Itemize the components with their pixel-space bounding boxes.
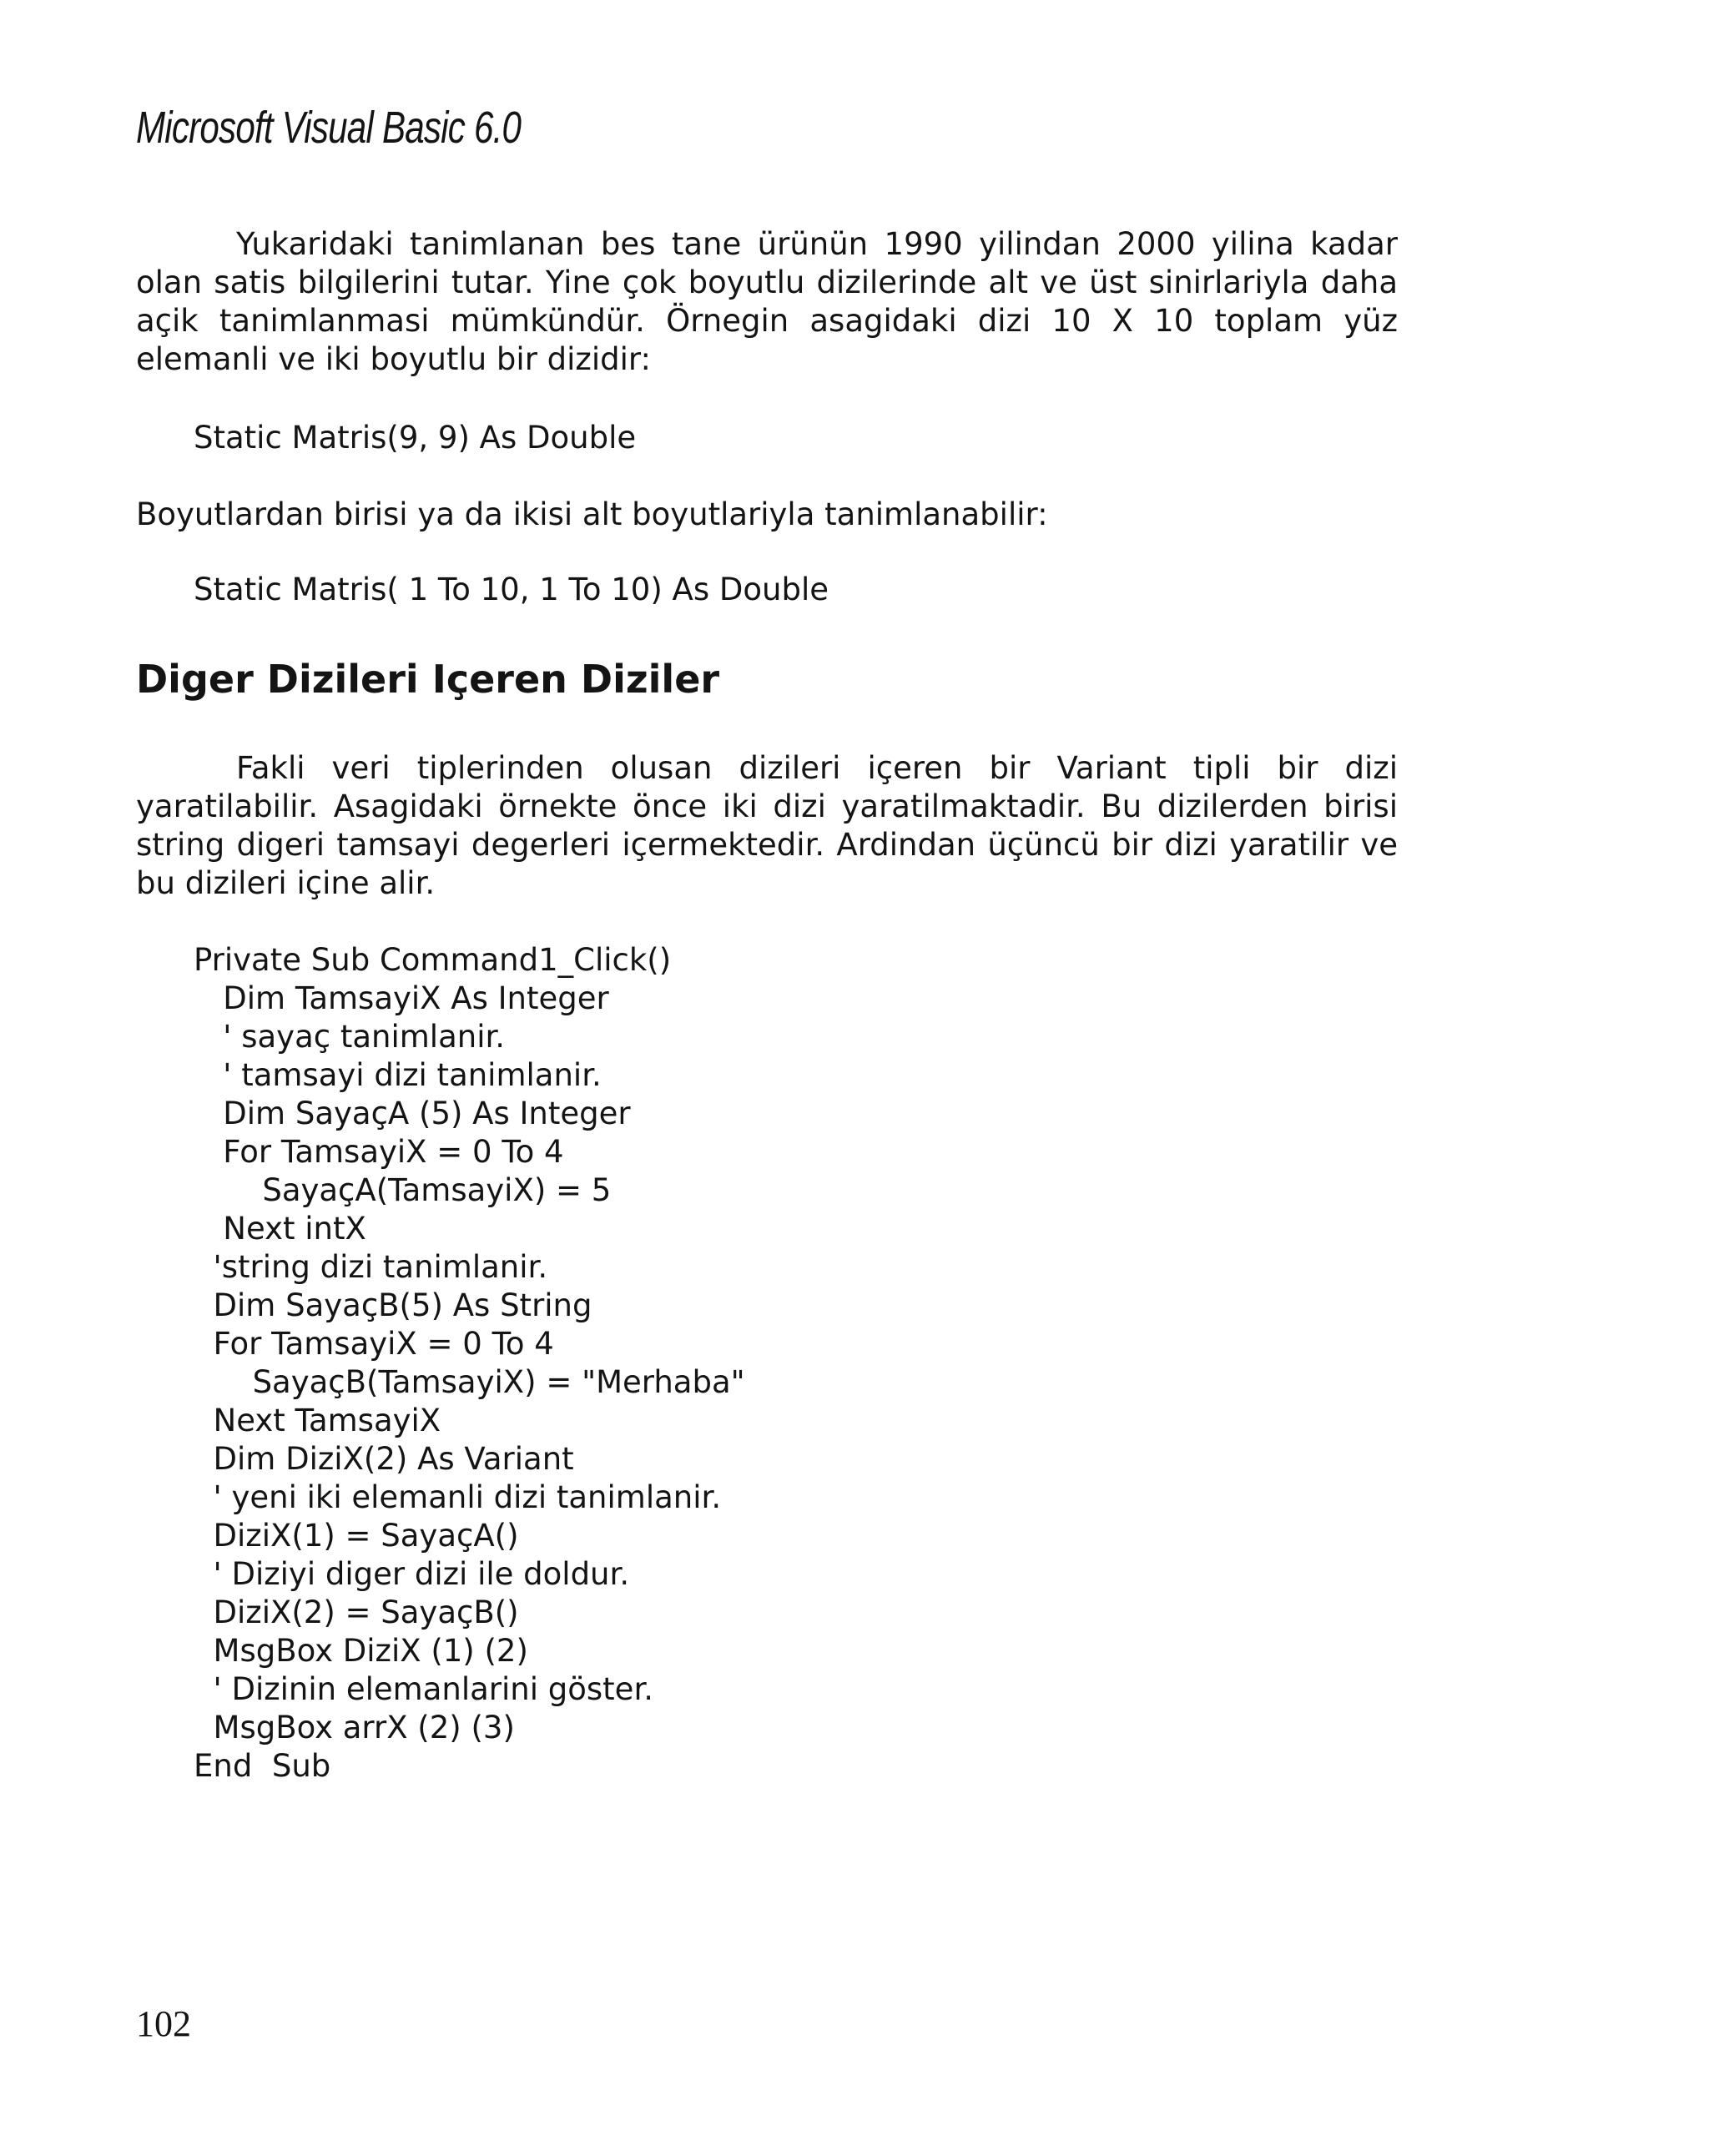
code-line: SayaçA(TamsayiX) = 5 (194, 1172, 612, 1208)
code-line: Dim DiziX(2) As Variant (194, 1441, 574, 1477)
code-line: End Sub (194, 1748, 331, 1784)
code-line: ' Dizinin elemanlarini göster. (194, 1671, 654, 1707)
code-line: ' tamsayi dizi tanimlanir. (194, 1057, 602, 1093)
page-number: 102 (136, 2003, 191, 2044)
code-block (194, 941, 745, 1786)
code-line: ' yeni iki elemanli dizi tanimlanir. (194, 1479, 722, 1515)
code-line: Dim SayaçA (5) As Integer (194, 1096, 631, 1131)
code-example-2: Static Matris( 1 To 10, 1 To 10) As Double (194, 572, 829, 607)
code-line: Dim SayaçB(5) As String (194, 1287, 592, 1323)
code-example-1: Static Matris(9, 9) As Double (194, 420, 637, 456)
code-line: ' Diziyi diger dizi ile doldur. (194, 1556, 630, 1592)
running-header: Microsoft Visual Basic 6.0 (136, 103, 522, 153)
code-line: Dim TamsayiX As Integer (194, 980, 609, 1016)
code-line: For TamsayiX = 0 To 4 (194, 1134, 564, 1170)
paragraph-1: Yukaridaki tanimlanan bes tane ürünün 1990 yilindan 2000 yilina kadar olan satis bilgilerini tutar. Yine çok boyutlu dizilerinde alt ve üst sinirlariyla daha açik tanimlanmasi mümkündür. Örnegin asagidaki dizi 10 X 10 toplam yüz elemanli ve iki boyutlu bir dizidir: (136, 226, 1398, 377)
code-line: DiziX(1) = SayaçA() (194, 1518, 519, 1554)
paragraph-3: Fakli veri tiplerinden olusan dizileri içeren bir Variant tipli bir dizi yaratilabilir. Asagidaki örnekte önce iki dizi yaratilmaktadir. Bu dizilerden birisi string digeri tamsayi degerleri içermektedir. Ardindan üçüncü bir dizi yaratilir ve bu dizileri içine alir. (136, 750, 1398, 901)
code-line: Private Sub Command1_Click() (194, 942, 672, 978)
code-line: MsgBox arrX (2) (3) (194, 1710, 515, 1745)
code-line: ' sayaç tanimlanir. (194, 1019, 506, 1055)
code-line: 'string dizi tanimlanir. (194, 1249, 548, 1285)
paragraph-2: Boyutlardan birisi ya da ikisi alt boyutlariyla tanimlanabilir: (136, 496, 1048, 532)
section-title: Diger Dizileri Içeren Diziler (136, 657, 720, 702)
code-line: Next TamsayiX (194, 1403, 441, 1438)
code-line: MsgBox DiziX (1) (2) (194, 1633, 528, 1669)
code-line: For TamsayiX = 0 To 4 (194, 1326, 554, 1362)
code-line: SayaçB(TamsayiX) = "Merhaba" (194, 1364, 745, 1400)
code-line: DiziX(2) = SayaçB() (194, 1594, 519, 1630)
code-line: Next intX (194, 1211, 366, 1247)
